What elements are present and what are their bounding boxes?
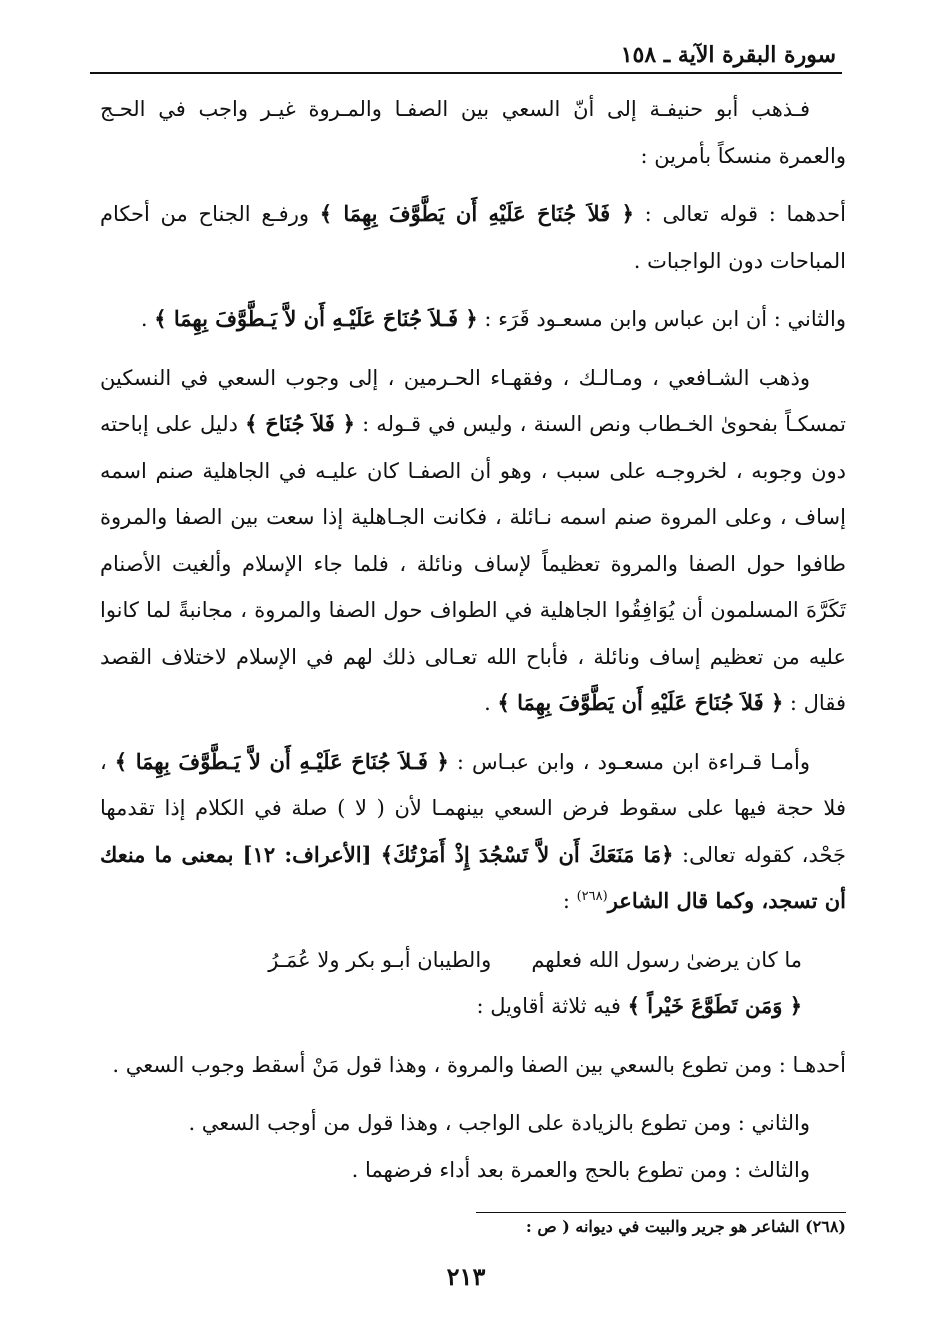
footnote-divider [476,1212,846,1213]
page-number: ٢١٣ [446,1262,486,1291]
paragraph-3-text-b: . [140,307,155,331]
paragraph-2-text-b: ورفـع الجناح من أحكام المباحات دون الواجبات . [100,202,846,273]
quran-quote: ﴿ فَـلاَ جُنَاحَ عَلَيْـهِ أَن لاَّ يَـطَّوَّفَ بِهِمَا ﴾ [154,306,478,331]
poetry-verse [100,937,846,984]
paragraph-9: والثالث : ومن تطوع بالحج والعمرة بعد أداء فرضهما . [351,1157,810,1182]
paragraph-3 [100,296,846,343]
paragraph-5-text-a: وأمـا قـراءة ابن مسعـود ، وابن عبـاس : [448,749,810,774]
main-text [100,86,846,1205]
paragraph-4 [100,355,846,727]
paragraph-5-text-d: : [562,889,577,913]
verse-second-hemistich: والطيبان أبـو بكر ولا عُمَـرُ [268,947,492,972]
paragraph-4-text-c: . [484,691,498,715]
paragraph-5 [100,739,846,925]
verse-first-hemistich: ما كان يرضىٰ رسول الله فعلهم [531,947,802,972]
paragraph-8: والثاني : ومن تطوع بالزيادة على الواجب ، وهذا قول من أوجب السعي . [188,1111,810,1135]
paragraph-1: فـذهب أبو حنيفـة إلى أنّ السعي بين الصفـا والمـروة غيـر واجب في الحـج والعمرة منسكاً بأمرين : [100,97,846,168]
quran-quote: ﴿ وَمَن تَطَوَّعَ خَيْراً ﴾ [627,993,802,1018]
paragraph-4-text-a: وذهب الشـافعي ، ومـالـك ، وفقهـاء الحـرمين ، إلى وجوب السعي في النسكين تمسكـاً بفحوىٰ الخـطاب ونص السنة ، وليس في قـوله : [100,365,846,436]
paragraph-5-text-b: ، فلا حجة فيها على سقوط فرض السعي بينهمـا لأن ( لا ) صلة في الكلام إذا تقدمها جَحْد، كقوله تعالى: [100,749,847,867]
footnote-reference: (٢٦٨) [576,889,608,904]
quran-quote: ﴿ فَـلاَ جُنَاحَ عَلَيْـهِ أَن لاَّ يَـطَّوَّفَ بِهِمَا ﴾ [114,748,449,774]
quran-quote: ﴿مَا مَنَعَكَ أَن لاَّ تَسْجُدَ إِذْ أَمَرْتُكَ﴾ [380,841,674,867]
paragraph-4-text-b: دليل على إباحته دون وجوبه ، لخروجـه على سبب ، وهو أن الصفـا كان عليـه في الجاهلية صنم اسمه إساف ، وعلى المروة صنم اسمه نـائلة ، فكانت الجـاهلية إذا سعت بين الصفا والمروة طافوا حول الصفا والمروة تعظيماً لإساف ونائلة ، فلما جاء الإسلام وألغيت الأصنام تَكَرَّهَ المسلمون أن يُوَافِقُوا الجاهلية في الطواف حول الصفا والمروة ، مجانبةً لما كانوا عليه من تعظيم إساف ونائلة ، فأباح الله تعـالى ذلك لهم في الإسلام لاختلاف القصد فقال : [100,412,846,715]
paragraph-2-text-a: أحدهما : قوله تعالى : [633,202,846,226]
paragraph-5-text-c: [الأعراف: ١٢] بمعنى ما منعك أن تسجد، وكما قال الشاعر [100,841,846,913]
header-title: سورة البقرة الآية ـ ١٥٨ [620,42,836,68]
quran-quote: ﴿ فَلاَ جُنَاحَ عَلَيْهِ أَن يَطَّوَّفَ بِهِمَا ﴾ [319,201,634,226]
paragraph-6 [100,983,846,1030]
paragraph-6-text-b: فيه ثلاثة أقاويل : [476,994,628,1018]
paragraph-7: أحدهـا : ومن تطوع بالسعي بين الصفا والمروة ، وهذا قول مَنْ أسقط وجوب السعي . [112,1052,846,1077]
footnote: (٢٦٨) الشاعر هو جرير والبيت في ديوانه ( ص : [525,1217,846,1236]
quran-quote: ﴿ فَلاَ جُنَاحَ ﴾ [245,411,355,436]
paragraph-3-text-a: والثاني : أن ابن عباس وابن مسعـود قَرَء : [477,307,846,331]
running-header [90,34,842,74]
paragraph-2 [100,191,846,284]
quran-quote: ﴿ فَلاَ جُنَاحَ عَلَيْهِ أَن يَطَّوَّفَ بِهِمَا ﴾ [497,690,784,715]
